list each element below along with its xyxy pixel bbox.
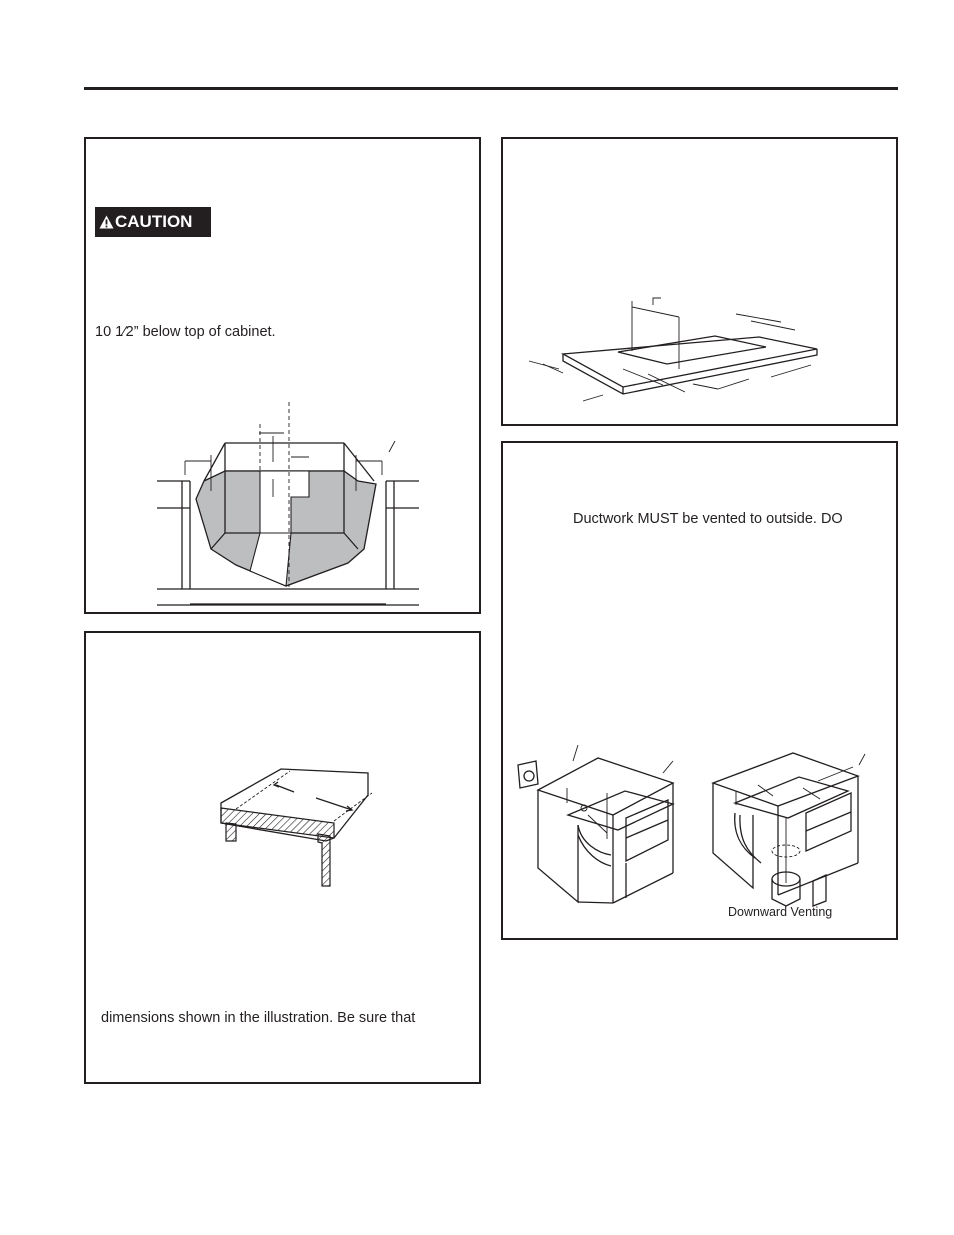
- downward-venting-caption: Downward Venting: [728, 905, 833, 919]
- top-cutout-panel: [501, 137, 898, 426]
- venting-panel: [501, 441, 898, 940]
- countertop-note: dimensions shown in the illustration. Be sure that: [101, 1010, 416, 1026]
- cutout-clearance-panel: [84, 137, 481, 614]
- caution-label: CAUTION: [115, 212, 193, 231]
- countertop-panel: [84, 631, 481, 1084]
- cooktop-in-cabinet-diagram: [86, 139, 483, 616]
- header-rule: [84, 87, 898, 90]
- venting-note: Ductwork MUST be vented to outside. DO: [573, 511, 843, 527]
- countertop-cutout-diagram: [503, 139, 900, 428]
- downward-venting-diagram: [503, 443, 900, 942]
- cutout-note: 10 1⁄2” below top of cabinet.: [95, 324, 276, 340]
